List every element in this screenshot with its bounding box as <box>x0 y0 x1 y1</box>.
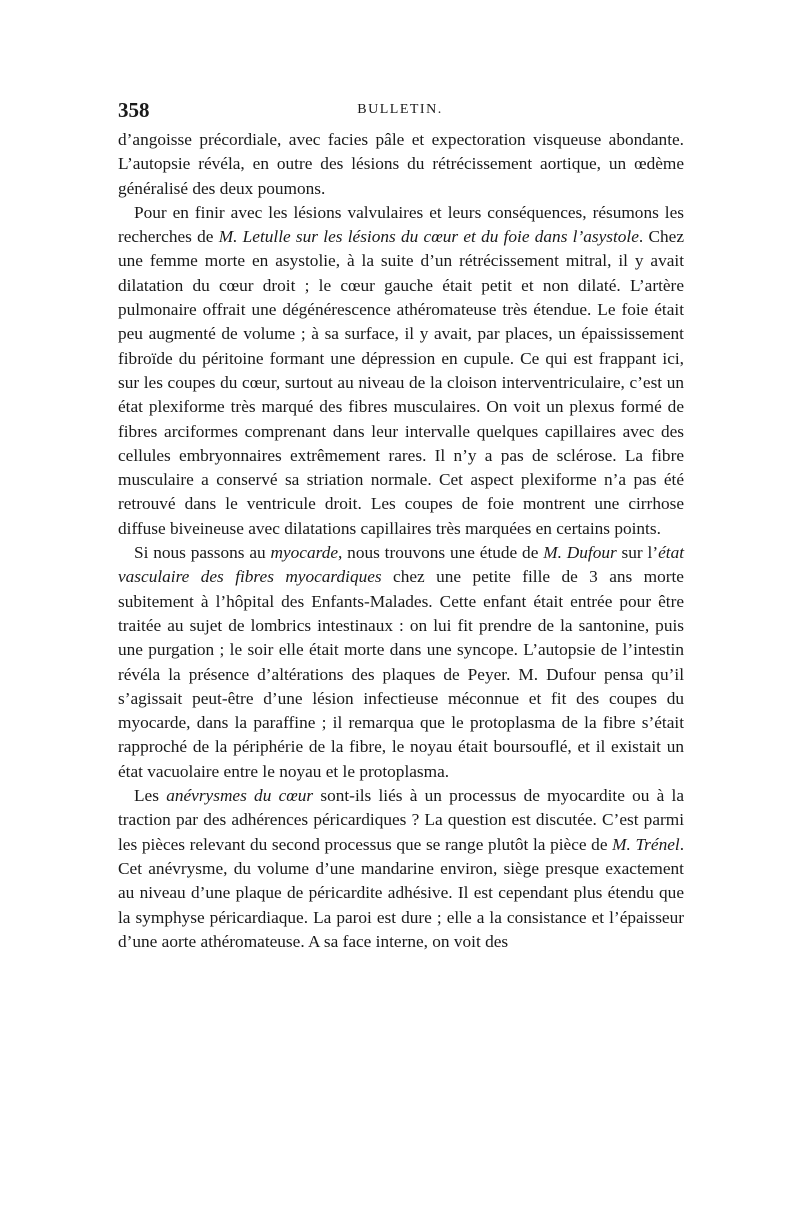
text-run: . Cet anévrysme, du volume d’une mandarine environ, siège presque exactement au niveau d’une plaque de péricardite adhésive. Il est cependant plus étendu que la symphyse péricardiaque. La paroi est dure ; elle a la consistance et l’épaisseur d’une aorte athéromateuse. A sa face interne, on voit des <box>118 834 685 951</box>
paragraph <box>118 201 684 541</box>
text-run: Les <box>134 786 167 806</box>
text-run: d’angoisse précordiale, avec facies pâle et expectoration visqueuse abondante. L’autopsie révéla, en outre des lésions du rétrécissement aortique, un œdème généralisé des deux poumons. <box>118 130 684 198</box>
italic-text-run: M. Trénel <box>612 834 680 854</box>
text-run: Si nous passons au <box>134 543 271 563</box>
paragraph <box>118 128 684 201</box>
paragraph <box>118 541 684 784</box>
running-title: BULLETIN. <box>357 102 443 117</box>
italic-text-run: myocarde <box>270 543 339 563</box>
paragraph <box>118 784 684 954</box>
italic-text-run: M. Dufour <box>543 543 617 563</box>
text-run: chez une petite fille de 3 ans morte subitement à l’hôpital des Enfants-Malades. Cette enfant était entrée pour être traitée au sujet de lombrics intestinaux : on lui fit prendre de la santonine, puis une purgation ; le soir elle était morte dans une syncope. L’autopsie de l’intestin révéla la présence d’altérations des plaques de Peyer. M. Dufour pensa qu’il s’agissait peut-être d’une lésion infectieuse méconnue et fit des coupes du myocarde, dans la paraffine ; il remarqua que le protoplasma de la fibre s’était rapproché de la périphérie de la fibre, le noyau était boursouflé, et il existait un état vacuolaire entre le noyau et le protoplasma. <box>118 567 684 781</box>
italic-text-run: anévrysmes du cœur <box>166 786 314 806</box>
page-number: 358 <box>118 98 150 122</box>
body-text <box>118 128 684 954</box>
italic-text-run: M. Letulle sur les lésions du cœur et du foie dans l’asystole <box>218 227 639 247</box>
text-run: sur l’ <box>616 543 659 563</box>
text-run: . Chez une femme morte en asystolie, à la suite d’un rétrécissement mitral, il y avait dilatation du cœur droit ; le cœur gauche était petit et non dilaté. L’artère pulmonaire offrait une dégénérescence athéromateuse très étendue. Le foie était peu augmenté de volume ; à sa surface, il y avait, par places, un épaississement fibroïde du péritoine formant une dépression en cupule. Ce qui est frappant ici, sur les coupes du cœur, surtout au niveau de la cloison interventriculaire, c’est un état plexiforme très marqué des fibres musculaires. On voit un plexus formé de fibres arciformes comprenant dans leur intervalle quelques capillaires avec des cellules embryonnaires extrêmement rares. Il n’y a pas de sclérose. La fibre musculaire a conservé sa striation normale. Cet aspect plexiforme n’a pas été retrouvé dans le ventricule droit. Les coupes de foie montrent une cirrhose diffuse biveineuse avec dilatations capillaires très marquées en certains points. <box>118 227 684 538</box>
text-run: sont-ils liés à un processus de myocardite ou à la traction par des adhérences péricardiques ? La question est discutée. C’est parmi les pièces relevant du second processus que se range plutôt la pièce de <box>118 786 685 854</box>
text-run: Pour en finir avec les lésions valvulaires et leurs conséquences, résumons les recherches de <box>118 202 684 247</box>
page-header <box>118 98 682 128</box>
text-run: , nous trouvons une étude de <box>338 543 544 563</box>
italic-text-run: état vasculaire des fibres myocardiques <box>118 543 685 587</box>
